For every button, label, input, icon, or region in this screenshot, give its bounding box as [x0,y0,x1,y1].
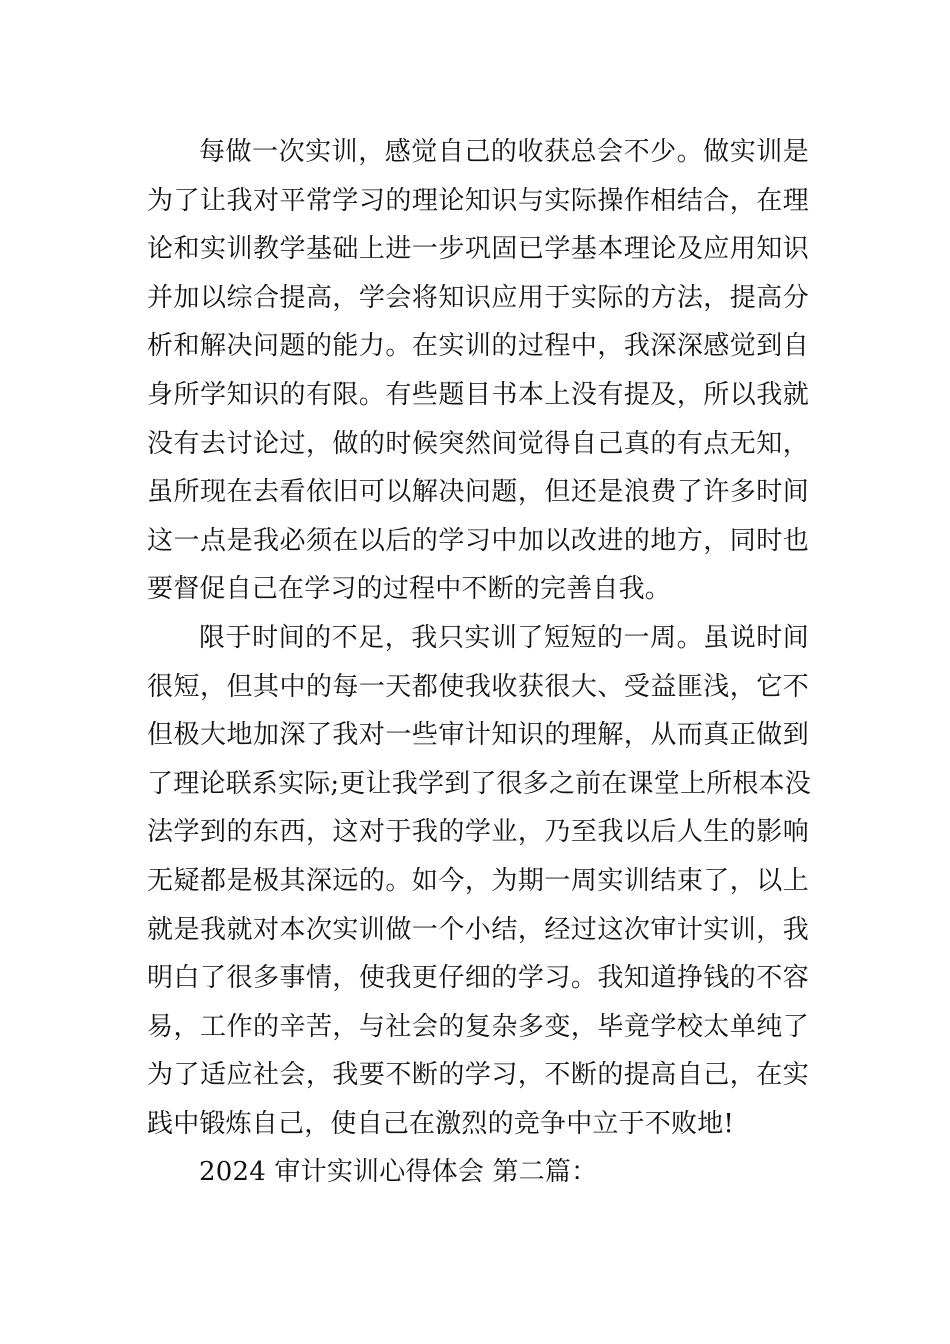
paragraph-1 [147,128,809,614]
paragraph-line: 限于时间的不足，我只实训了短短的一周。虽说时间 [199,622,809,653]
paragraph-line: 虽所现在去看依旧可以解决问题，但还是浪费了许多时间 [147,477,809,508]
paragraph-line: 这一点是我必须在以后的学习中加以改进的地方，同时也 [147,525,809,556]
paragraph-line: 为了让我对平常学习的理论知识与实际操作相结合，在理 [147,185,809,216]
paragraph-line: 了理论联系实际;更让我学到了很多之前在课堂上所根本没 [147,768,811,799]
paragraph-line: 身所学知识的有限。有些题目书本上没有提及，所以我就 [147,379,809,410]
paragraph-line: 法学到的东西，这对于我的学业，乃至我以后人生的影响 [147,817,809,848]
paragraph-line: 易，工作的辛苦，与社会的复杂多变，毕竟学校太单纯了 [147,1011,809,1042]
paragraph-line: 很短，但其中的每一天都使我收获很大、受益匪浅，它不 [147,671,809,702]
paragraph-line: 并加以综合提高，学会将知识应用于实际的方法，提高分 [147,282,809,313]
section-heading: 2024 审计实训心得体会 第二篇： [199,1157,598,1188]
paragraph-line: 践中锻炼自己，使自己在激烈的竞争中立于不败地! [147,1108,735,1139]
paragraph-line: 没有去讨论过，做的时候突然间觉得自己真的有点无知， [147,428,809,459]
paragraph-2 [147,614,809,1149]
paragraph-line: 无疑都是极其深远的。如今，为期一周实训结束了，以上 [147,865,809,896]
paragraph-line: 但极大地加深了我对一些审计知识的理解，从而真正做到 [147,720,809,751]
paragraph-line: 要督促自己在学习的过程中不断的完善自我。 [147,574,672,605]
paragraph-line: 论和实训教学基础上进一步巩固已学基本理论及应用知识 [147,234,809,265]
paragraph-line: 析和解决问题的能力。在实训的过程中，我深深感觉到自 [147,331,809,362]
document-body [147,128,809,1197]
paragraph-line: 每做一次实训，感觉自己的收获总会不少。做实训是 [199,137,809,167]
paragraph-line: 就是我就对本次实训做一个小结，经过这次审计实训，我 [147,914,809,945]
paragraph-line: 为了适应社会，我要不断的学习，不断的提高自己，在实 [147,1060,809,1091]
paragraph-line: 明白了很多事情，使我更仔细的学习。我知道挣钱的不容 [147,963,809,994]
